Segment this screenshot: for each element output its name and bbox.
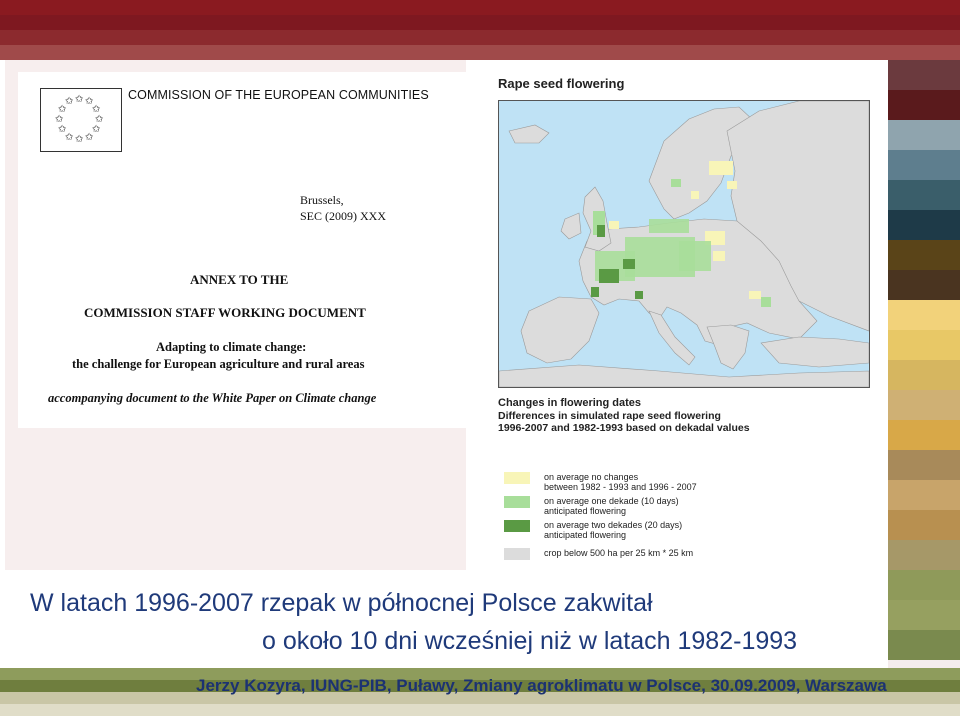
- map-cell-lightgreen: [649, 219, 689, 233]
- figure-subtitle-line3: 1996-2007 and 1982-1993 based on dekadal values: [498, 422, 750, 434]
- map-cell-lightgreen: [671, 179, 681, 187]
- caption-line2: o około 10 dni wcześniej niż w latach 1982-1993: [262, 627, 798, 655]
- eu-flag-icon: ✩ ✩ ✩ ✩ ✩ ✩ ✩ ✩ ✩ ✩ ✩ ✩: [40, 88, 122, 152]
- figure-subtitle-line1: Changes in flowering dates: [498, 397, 642, 409]
- map-balkans: [707, 325, 749, 369]
- europe-map: [498, 100, 870, 388]
- map-cell-yellow: [709, 161, 733, 175]
- map-cell-yellow: [609, 221, 619, 229]
- document-subtitle-line1: Adapting to climate change:: [156, 340, 307, 354]
- top-stripe-band: [0, 0, 960, 60]
- map-cell-yellow: [691, 191, 699, 199]
- document-reference: SEC (2009) XXX: [300, 209, 386, 223]
- map-cell-lightgreen: [679, 241, 711, 271]
- legend-swatch-darkgreen: [504, 520, 530, 532]
- document-subtitle-line2: the challenge for European agriculture and rural areas: [72, 357, 365, 371]
- figure-subtitle-line2: Differences in simulated rape seed flowering: [498, 410, 721, 422]
- europe-map-svg: [499, 101, 869, 387]
- map-cell-darkgreen: [623, 259, 635, 269]
- accompanying-text: accompanying document to the White Paper on Climate change: [48, 391, 377, 405]
- annex-title: ANNEX TO THE: [190, 272, 289, 287]
- legend-text: on average no changes: [544, 472, 639, 482]
- legend-text: on average two dekades (20 days): [544, 520, 683, 530]
- map-cell-darkgreen: [599, 269, 619, 283]
- legend-text: on average one dekade (10 days): [544, 496, 679, 506]
- legend-swatch-gray: [504, 548, 530, 560]
- map-ireland: [561, 213, 581, 239]
- legend-swatch-yellow: [504, 472, 530, 484]
- legend-swatch-lightgreen: [504, 496, 530, 508]
- map-iceland: [509, 125, 549, 143]
- document-place: Brussels,: [300, 193, 344, 207]
- legend-text: anticipated flowering: [544, 506, 627, 516]
- map-cell-darkgreen: [635, 291, 643, 299]
- caption-line1: W latach 1996-2007 rzepak w północnej Polsce zakwitał: [30, 589, 653, 617]
- map-cell-darkgreen: [591, 287, 599, 297]
- map-turkey: [761, 337, 869, 367]
- map-iberia: [521, 297, 599, 363]
- map-cell-yellow: [749, 291, 761, 299]
- map-africa: [499, 365, 869, 387]
- figure-subtitle: [498, 396, 750, 434]
- map-cell-yellow: [713, 251, 725, 261]
- legend-text: between 1982 - 1993 and 1996 - 2007: [544, 482, 697, 492]
- map-italy: [649, 311, 695, 365]
- legend-text: crop below 500 ha per 25 km * 25 km: [544, 548, 694, 558]
- legend-text: anticipated flowering: [544, 530, 627, 540]
- side-stripe-band: [888, 60, 960, 670]
- footer-credit: Jerzy Kozyra, IUNG-PIB, Puławy, Zmiany agroklimatu w Polsce, 30.09.2009, Warszawa: [196, 676, 887, 695]
- figure-title: Rape seed flowering: [498, 76, 625, 91]
- map-cell-lightgreen: [761, 297, 771, 307]
- map-cell-darkgreen: [597, 225, 605, 237]
- working-document-title: COMMISSION STAFF WORKING DOCUMENT: [84, 305, 366, 320]
- map-cell-yellow: [727, 181, 737, 189]
- document-place-reference: [300, 192, 386, 224]
- commission-heading: COMMISSION OF THE EUROPEAN COMMUNITIES: [128, 88, 429, 102]
